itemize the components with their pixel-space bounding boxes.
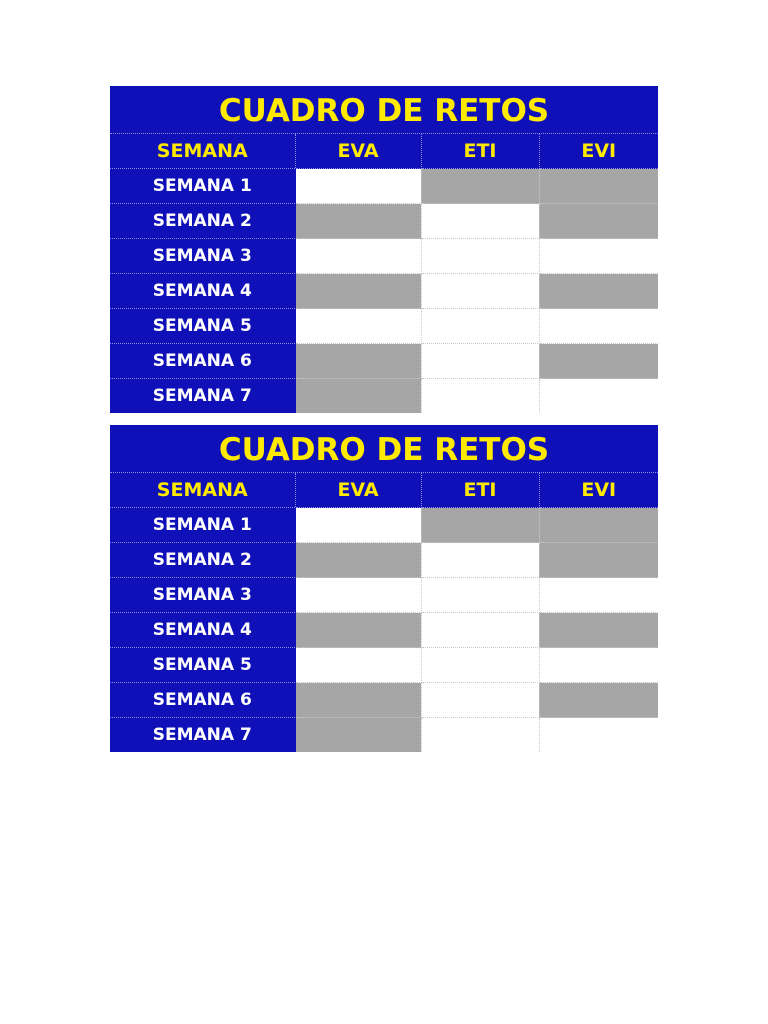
- cell-eti[interactable]: [421, 344, 539, 379]
- table-row: [110, 543, 658, 578]
- cell-eti[interactable]: [421, 683, 539, 718]
- cell-evi[interactable]: [539, 718, 658, 753]
- cell-evi[interactable]: [539, 648, 658, 683]
- cell-eti[interactable]: [421, 508, 539, 543]
- header-row: [110, 134, 658, 169]
- cell-eti[interactable]: [421, 578, 539, 613]
- cell-eti[interactable]: [421, 239, 539, 274]
- cell-evi[interactable]: [539, 508, 658, 543]
- cell-evi[interactable]: [539, 578, 658, 613]
- week-label: SEMANA 4: [110, 274, 295, 309]
- cell-eva[interactable]: [295, 718, 421, 753]
- cell-eti[interactable]: [421, 543, 539, 578]
- week-label: SEMANA 7: [110, 718, 295, 753]
- header-semana: SEMANA: [110, 473, 295, 508]
- cell-eva[interactable]: [295, 309, 421, 344]
- week-label: SEMANA 1: [110, 169, 295, 204]
- table-row: [110, 239, 658, 274]
- table-row: [110, 379, 658, 414]
- header-row: [110, 473, 658, 508]
- cell-eti[interactable]: [421, 718, 539, 753]
- cell-eva[interactable]: [295, 274, 421, 309]
- board-title: CUADRO DE RETOS: [110, 425, 658, 473]
- header-eti: ETI: [421, 134, 539, 169]
- cell-eva[interactable]: [295, 683, 421, 718]
- cell-eva[interactable]: [295, 239, 421, 274]
- table-row: [110, 274, 658, 309]
- cell-eti[interactable]: [421, 204, 539, 239]
- challenge-board-2: [110, 425, 658, 752]
- table-row: [110, 344, 658, 379]
- cell-eti[interactable]: [421, 309, 539, 344]
- week-label: SEMANA 5: [110, 309, 295, 344]
- table-row: [110, 718, 658, 753]
- challenge-table: [110, 134, 658, 413]
- challenge-table: [110, 473, 658, 752]
- cell-eti[interactable]: [421, 379, 539, 414]
- week-label: SEMANA 7: [110, 379, 295, 414]
- week-label: SEMANA 4: [110, 613, 295, 648]
- week-label: SEMANA 3: [110, 239, 295, 274]
- cell-evi[interactable]: [539, 543, 658, 578]
- cell-eti[interactable]: [421, 169, 539, 204]
- cell-eva[interactable]: [295, 379, 421, 414]
- header-eva: EVA: [295, 473, 421, 508]
- cell-evi[interactable]: [539, 613, 658, 648]
- table-row: [110, 508, 658, 543]
- cell-eva[interactable]: [295, 543, 421, 578]
- header-semana: SEMANA: [110, 134, 295, 169]
- challenge-board-1: [110, 86, 658, 413]
- table-row: [110, 204, 658, 239]
- week-label: SEMANA 6: [110, 683, 295, 718]
- cell-evi[interactable]: [539, 169, 658, 204]
- cell-evi[interactable]: [539, 309, 658, 344]
- cell-eva[interactable]: [295, 169, 421, 204]
- table-row: [110, 169, 658, 204]
- table-row: [110, 309, 658, 344]
- week-label: SEMANA 6: [110, 344, 295, 379]
- cell-evi[interactable]: [539, 683, 658, 718]
- cell-eva[interactable]: [295, 648, 421, 683]
- week-label: SEMANA 2: [110, 543, 295, 578]
- cell-eva[interactable]: [295, 613, 421, 648]
- cell-evi[interactable]: [539, 204, 658, 239]
- header-eti: ETI: [421, 473, 539, 508]
- cell-eti[interactable]: [421, 274, 539, 309]
- cell-evi[interactable]: [539, 379, 658, 414]
- cell-eva[interactable]: [295, 508, 421, 543]
- cell-eva[interactable]: [295, 578, 421, 613]
- table-row: [110, 578, 658, 613]
- week-label: SEMANA 1: [110, 508, 295, 543]
- table-row: [110, 683, 658, 718]
- header-evi: EVI: [539, 473, 658, 508]
- cell-eti[interactable]: [421, 613, 539, 648]
- week-label: SEMANA 3: [110, 578, 295, 613]
- cell-evi[interactable]: [539, 344, 658, 379]
- header-evi: EVI: [539, 134, 658, 169]
- table-row: [110, 613, 658, 648]
- cell-eti[interactable]: [421, 648, 539, 683]
- board-title: CUADRO DE RETOS: [110, 86, 658, 134]
- cell-eva[interactable]: [295, 344, 421, 379]
- week-label: SEMANA 2: [110, 204, 295, 239]
- header-eva: EVA: [295, 134, 421, 169]
- table-row: [110, 648, 658, 683]
- cell-evi[interactable]: [539, 239, 658, 274]
- cell-eva[interactable]: [295, 204, 421, 239]
- cell-evi[interactable]: [539, 274, 658, 309]
- week-label: SEMANA 5: [110, 648, 295, 683]
